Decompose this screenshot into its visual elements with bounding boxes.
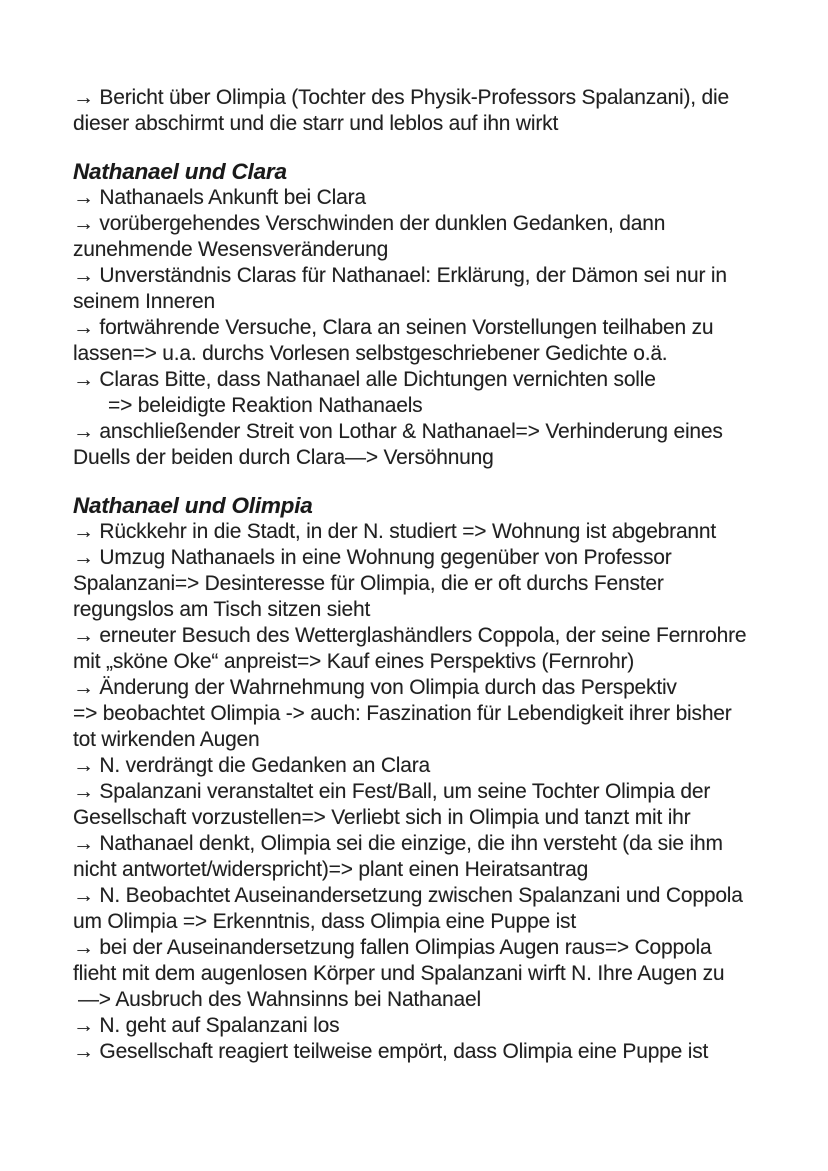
- section-heading: Nathanael und Olimpia: [73, 493, 313, 518]
- text-line: → fortwährende Versuche, Clara an seinen Vorstellungen teilhaben zu: [73, 316, 714, 339]
- text-line: → erneuter Besuch des Wetterglashändlers Coppola, der seine Fernrohre: [73, 624, 747, 647]
- text-line: mit „sköne Oke“ anpreist=> Kauf eines Perspektivs (Fernrohr): [73, 650, 635, 673]
- text-line: => beobachtet Olimpia -> auch: Faszination für Lebendigkeit ihrer bisher: [73, 702, 732, 725]
- text-line: → Bericht über Olimpia (Tochter des Physik-Professors Spalanzani), die: [73, 86, 729, 109]
- text-line: dieser abschirmt und die starr und leblos auf ihn wirkt: [73, 112, 559, 135]
- text-line: => beleidigte Reaktion Nathanaels: [108, 394, 423, 417]
- document-content: [73, 85, 773, 1065]
- text-line: → Nathanael denkt, Olimpia sei die einzige, die ihn versteht (da sie ihm: [73, 832, 723, 855]
- text-line: Gesellschaft vorzustellen=> Verliebt sich in Olimpia und tanzt mit ihr: [73, 806, 691, 829]
- text-line: → Unverständnis Claras für Nathanael: Erklärung, der Dämon sei nur in: [73, 264, 727, 287]
- text-line: um Olimpia => Erkenntnis, dass Olimpia eine Puppe ist: [73, 910, 576, 933]
- section-heading: Nathanael und Clara: [73, 159, 287, 184]
- text-line: → Rückkehr in die Stadt, in der N. studiert => Wohnung ist abgebrannt: [73, 520, 717, 543]
- text-line: Duells der beiden durch Clara—> Versöhnung: [73, 446, 494, 469]
- text-line: tot wirkenden Augen: [73, 728, 260, 751]
- text-line: nicht antwortet/widerspricht)=> plant einen Heiratsantrag: [73, 858, 589, 881]
- document-section: [73, 159, 773, 471]
- text-line: → N. Beobachtet Auseinandersetzung zwischen Spalanzani und Coppola: [73, 884, 743, 907]
- text-line: → bei der Auseinandersetzung fallen Olimpias Augen raus=> Coppola: [73, 936, 712, 959]
- text-line: → N. verdrängt die Gedanken an Clara: [73, 754, 430, 777]
- text-line: flieht mit dem augenlosen Körper und Spalanzani wirft N. Ihre Augen zu: [73, 962, 725, 985]
- text-line: → vorübergehendes Verschwinden der dunklen Gedanken, dann: [73, 212, 666, 235]
- text-line: zunehmende Wesensveränderung: [73, 238, 389, 261]
- document-section: [73, 493, 773, 1065]
- text-line: → anschließender Streit von Lothar & Nathanael=> Verhinderung eines: [73, 420, 723, 443]
- text-line: → N. geht auf Spalanzani los: [73, 1014, 340, 1037]
- text-line: seinem Inneren: [73, 290, 215, 313]
- text-line: → Gesellschaft reagiert teilweise empört, dass Olimpia eine Puppe ist: [73, 1040, 709, 1063]
- text-line: lassen=> u.a. durchs Vorlesen selbstgeschriebener Gedichte o.ä.: [73, 342, 668, 365]
- text-line: regungslos am Tisch sitzen sieht: [73, 598, 371, 621]
- text-line: —> Ausbruch des Wahnsinns bei Nathanael: [78, 988, 481, 1011]
- document-section: [73, 85, 773, 137]
- text-line: → Umzug Nathanaels in eine Wohnung gegenüber von Professor: [73, 546, 672, 569]
- text-line: → Spalanzani veranstaltet ein Fest/Ball, um seine Tochter Olimpia der: [73, 780, 711, 803]
- text-line: Spalanzani=> Desinteresse für Olimpia, die er oft durchs Fenster: [73, 572, 664, 595]
- text-line: → Nathanaels Ankunft bei Clara: [73, 186, 366, 209]
- text-line: → Claras Bitte, dass Nathanael alle Dichtungen vernichten solle: [73, 368, 656, 391]
- text-line: → Änderung der Wahrnehmung von Olimpia durch das Perspektiv: [73, 676, 677, 699]
